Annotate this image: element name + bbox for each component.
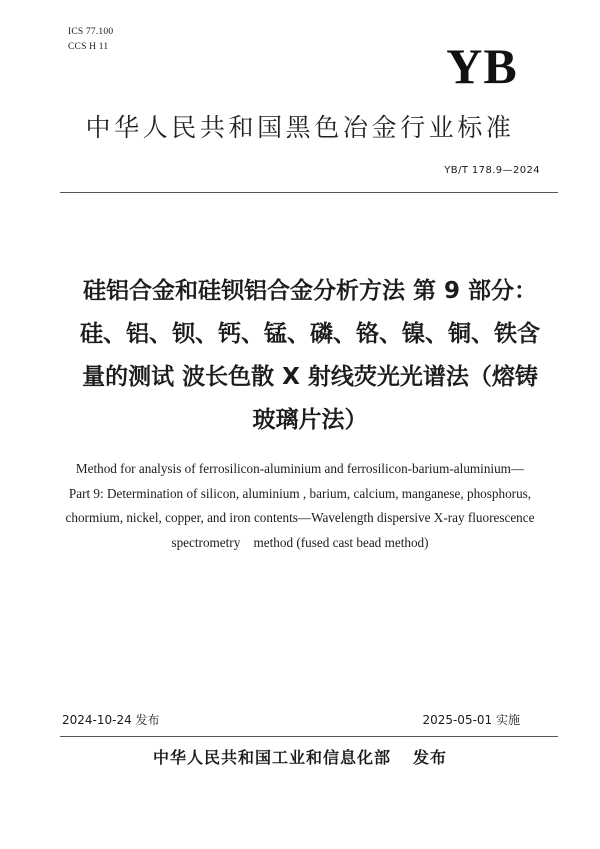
issue-date: 2024-10-24 发布	[62, 713, 160, 727]
ics-code: ICS 77.100	[68, 27, 114, 37]
issuer-action: 发布	[413, 748, 448, 767]
issuer-name: 中华人民共和国工业和信息化部	[152, 748, 391, 767]
english-title	[36, 457, 564, 555]
chinese-title	[40, 270, 580, 442]
header-divider	[60, 192, 558, 193]
footer-divider	[60, 736, 558, 737]
english-title-line: Part 9: Determination of silicon, aluminium , barium, calcium, manganese, phosphorus,	[68, 485, 532, 501]
standard-category-title: 中华人民共和国黑色冶金行业标准	[85, 113, 515, 142]
chinese-title-line: 玻璃片法）	[252, 407, 368, 433]
yb-logo: YB	[446, 38, 518, 94]
implementation-date: 2025-05-01 实施	[422, 713, 520, 727]
ccs-code: CCS H 11	[68, 42, 109, 52]
chinese-title-line: 硅铝合金和硅钡铝合金分析方法 第 9 部分：	[82, 278, 538, 304]
english-title-line: chormium, nickel, copper, and iron contents—Wavelength dispersive X-ray fluorescence	[65, 510, 535, 525]
standard-number: YB/T 178.9—2024	[444, 165, 540, 176]
english-title-line: spectrometry method (fused cast bead method)	[171, 534, 429, 550]
chinese-title-line: 硅、铝、钡、钙、锰、磷、铬、镍、铜、铁含	[80, 321, 540, 347]
issuer-line	[40, 746, 560, 770]
chinese-title-line: 量的测试 波长色散 X 射线荧光光谱法（熔铸	[82, 364, 538, 390]
english-title-line: Method for analysis of ferrosilicon-aluminium and ferrosilicon-barium-aluminium—	[75, 461, 525, 476]
